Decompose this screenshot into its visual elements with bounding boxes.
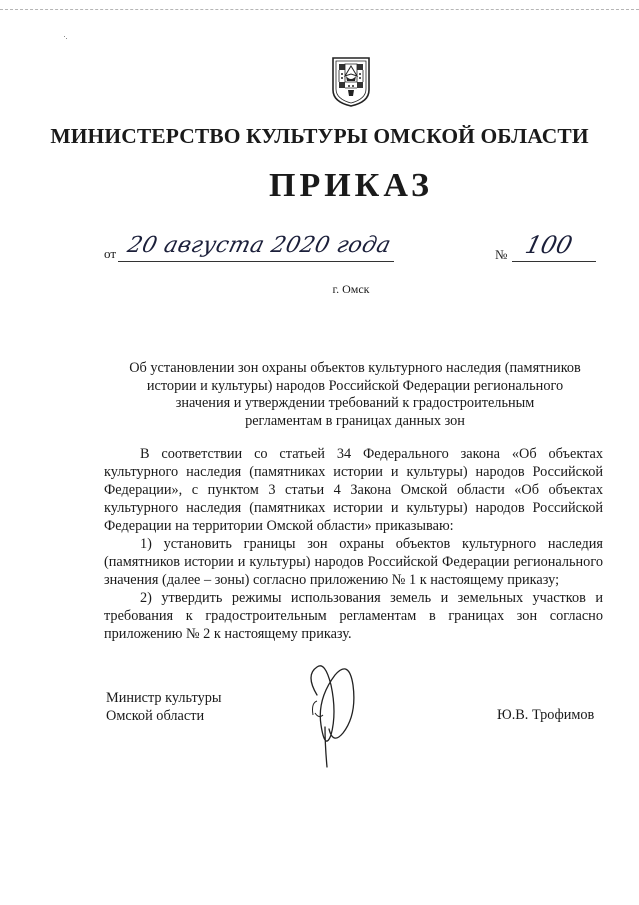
date-underline <box>118 261 394 262</box>
order-item-2: 2) утвердить режимы использования земель и земельных участков и требования к градостроительным регламентам в границах зон согласно приложению № 2 к настоящему приказу. <box>104 590 603 642</box>
order-item-1: 1) установить границы зон охраны объектов культурного наследия (памятников истории и культуры) народов Российской Федерации регионального значения (далее – зоны) согласно приложению № 1 к настоящему приказу; <box>104 536 603 588</box>
signer-title <box>106 689 222 725</box>
date-prefix: от <box>104 246 117 261</box>
handwritten-signature <box>295 655 365 770</box>
number-underline <box>512 261 596 262</box>
coat-of-arms-icon <box>331 56 371 108</box>
scan-top-border <box>0 9 639 10</box>
preamble-paragraph: В соответствии со статьей 34 Федерального закона «Об объектах культурного наследия (памятниках истории и культуры) народов Российской Федерации», с пунктом 3 статьи 4 Закона Омской области «Об объектах культурного наследия (памятниках истории и культуры) народов Российской Федерации на территории Омской области» приказываю: <box>104 446 603 534</box>
subject-line: истории и культуры) народов Российской Федерации регионального <box>146 377 564 394</box>
scan-speck <box>64 36 65 37</box>
document-type-title: ПРИКАЗ <box>269 167 433 204</box>
order-body <box>104 445 603 643</box>
number-prefix: № <box>495 247 508 262</box>
handwritten-date: 20 августа 2020 года <box>124 233 394 258</box>
handwritten-number: 100 <box>522 231 576 259</box>
signer-name: Ю.В. Трофимов <box>497 707 595 723</box>
subject-line: значения и утверждении требований к градостроительным <box>175 395 535 411</box>
subject-line: Об установлении зон охраны объектов культурного наследия (памятников <box>129 360 581 376</box>
signer-title-line: Министр культуры <box>106 690 222 706</box>
signer-title-line: Омской области <box>106 708 205 724</box>
order-subject <box>105 360 605 430</box>
city-label: г. Омск <box>332 282 370 296</box>
subject-line: регламентам в границах данных зон <box>245 412 465 429</box>
scan-speck <box>66 38 67 39</box>
ministry-name: МИНИСТЕРСТВО КУЛЬТУРЫ ОМСКОЙ ОБЛАСТИ <box>50 124 589 148</box>
